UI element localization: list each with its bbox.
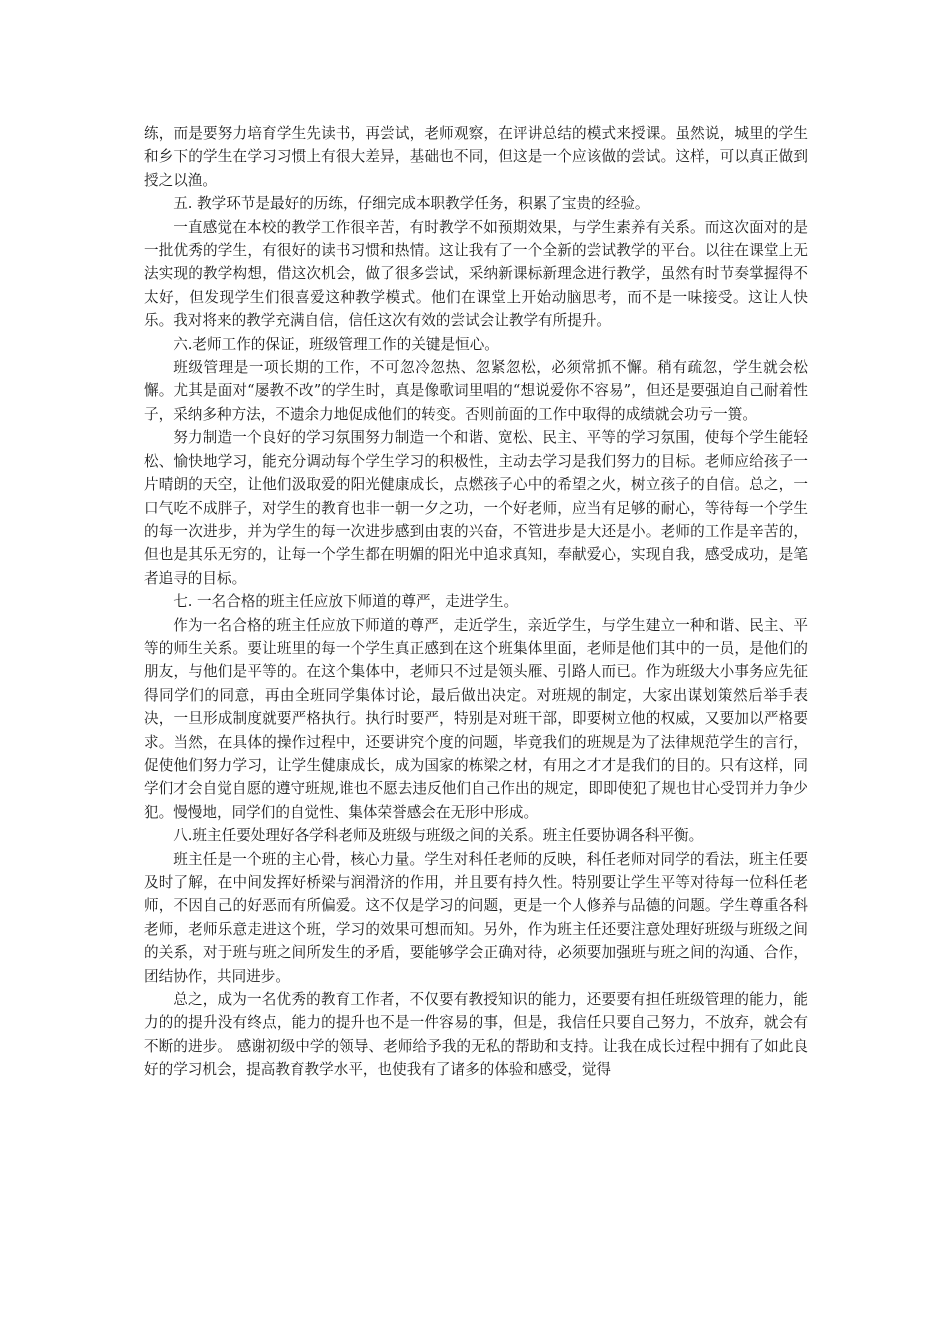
paragraph-body: 作为一名合格的班主任应放下师道的尊严，走近学生，亲近学生，与学生建立一种和谐、民主、平等的师生关系。要让班里的每一个学生真正感到在这个班集体里面，老师是他们其中的一员，是他们的朋友，与他们是平等的。在这个集体中，老师只不过是领头雁、引路人而已。作为班级大小事务应先征得同学们的同意，再由全班同学集体讨论，最后做出决定。对班规的制定，大家出谋划策然后举手表决，一旦形成制度就要严格执行。执行时要严，特别是对班干部，即要树立他的权威，又要加以严格要求。当然，在具体的操作过程中，还要讲究个度的问题，毕竟我们的班规是为了法律规范学生的言行，促使他们努力学习，让学生健康成长，成为国家的栋梁之材，有用之才才是我们的目的。只有这样，同学们才会自觉自愿的遵守班规,谁也不愿去违反他们自己作出的规定，即即使犯了规也甘心受罚并力争少犯。慢慢地，同学们的自觉性、集体荣誉感会在无形中形成。 [144,616,808,821]
paragraph-body: 班级管理是一项长期的工作，不可忽冷忽热、忽紧忽松，必须常抓不懈。稍有疏忽，学生就会松懈。尤其是面对“屡教不改”的学生时，真是像歌词里唱的“想说爱你不容易”，但还是要强迫自己耐着性子，采纳多种方法，不遗余力地促成他们的转变。否则前面的工作中取得的成绩就会功亏一篑。 [144,359,808,423]
paragraph-body: 一直感觉在本校的教学工作很辛苦，有时教学不如预期效果，与学生素养有关系。而这次面对的是一批优秀的学生，有很好的读书习惯和热情。这让我有了一个全新的尝试教学的平台。以往在课堂上无法实现的教学构想，借这次机会，做了很多尝试，采纳新课标新理念进行教学，虽然有时节奏掌握得不太好，但发现学生们很喜爱这种教学模式。他们在课堂上开始动脑思考，而不是一味接受。这让人快乐。我对将来的教学充满自信，信任这次有效的尝试会让教学有所提升。 [144,218,808,330]
paragraph-conclusion: 总之，成为一名优秀的教育工作者，不仅要有教授知识的能力，还要要有担任班级管理的能力，能力的的提升没有终点，能力的提升也不是一件容易的事，但是，我信任只要自己努力，不放弃，就会有不断的进步。 感谢初级中学的领导、老师给予我的无私的帮助和支持。让我在成长过程中拥有了如此良好的学习机会，提高教育教学水平，也使我有了诸多的体验和感受，觉得 [144,991,808,1079]
section-heading-5: 五. 教学环节是最好的历练，仔细完成本职教学任务，积累了宝贵的经验。 [173,195,650,213]
section-heading-6: 六.老师工作的保证，班级管理工作的关键是恒心。 [173,335,499,353]
section-heading-8: 八.班主任要处理好各学科老师及班级与班级之间的关系。班主任要协调各科平衡。 [173,827,704,845]
paragraph-body: 班主任是一个班的主心骨，核心力量。学生对科任老师的反映，科任老师对同学的看法，班主任要及时了解，在中间发挥好桥梁与润滑济的作用，并且要有持久性。特别要让学生平等对待每一位科任老师，不因自己的好恶而有所偏爱。这不仅是学习的问题，更是一个人修养与品德的问题。学生尊重各科老师，老师乐意走进这个班，学习的效果可想而知。另外，作为班主任还要注意处理好班级与班级之间的关系，对于班与班之间所发生的矛盾，要能够学会正确对待，必须要加强班与班之间的沟通、合作，团结协作，共同进步。 [144,850,808,985]
paragraph-continued: 练，而是要努力培育学生先读书，再尝试，老师观察，在评讲总结的模式来授课。虽然说，城里的学生和乡下的学生在学习习惯上有很大差异，基础也不同，但这是一个应该做的尝试。这样，可以真正做到授之以渔。 [144,125,808,189]
document-page [144,122,808,1082]
paragraph-body: 努力制造一个良好的学习氛围努力制造一个和谐、宽松、民主、平等的学习氛围，使每个学生能轻松、愉快地学习，能充分调动每个学生学习的积极性，主动去学习是我们努力的目标。老师应给孩子一片晴朗的天空，让他们汲取爱的阳光健康成长，点燃孩子心中的希望之火，树立孩子的自信。总之，一口气吃不成胖子，对学生的教育也非一朝一夕之功，一个好老师，应当有足够的耐心，等待每一个学生的每一次进步，并为学生的每一次进步感到由衷的兴奋，不管进步是大还是小。老师的工作是辛苦的，但也是其乐无穷的，让每一个学生都在明媚的阳光中追求真知，奉献爱心，实现自我，感受成功，是笔者追寻的目标。 [144,429,808,587]
section-heading-7: 七. 一名合格的班主任应放下师道的尊严，走进学生。 [173,593,519,611]
